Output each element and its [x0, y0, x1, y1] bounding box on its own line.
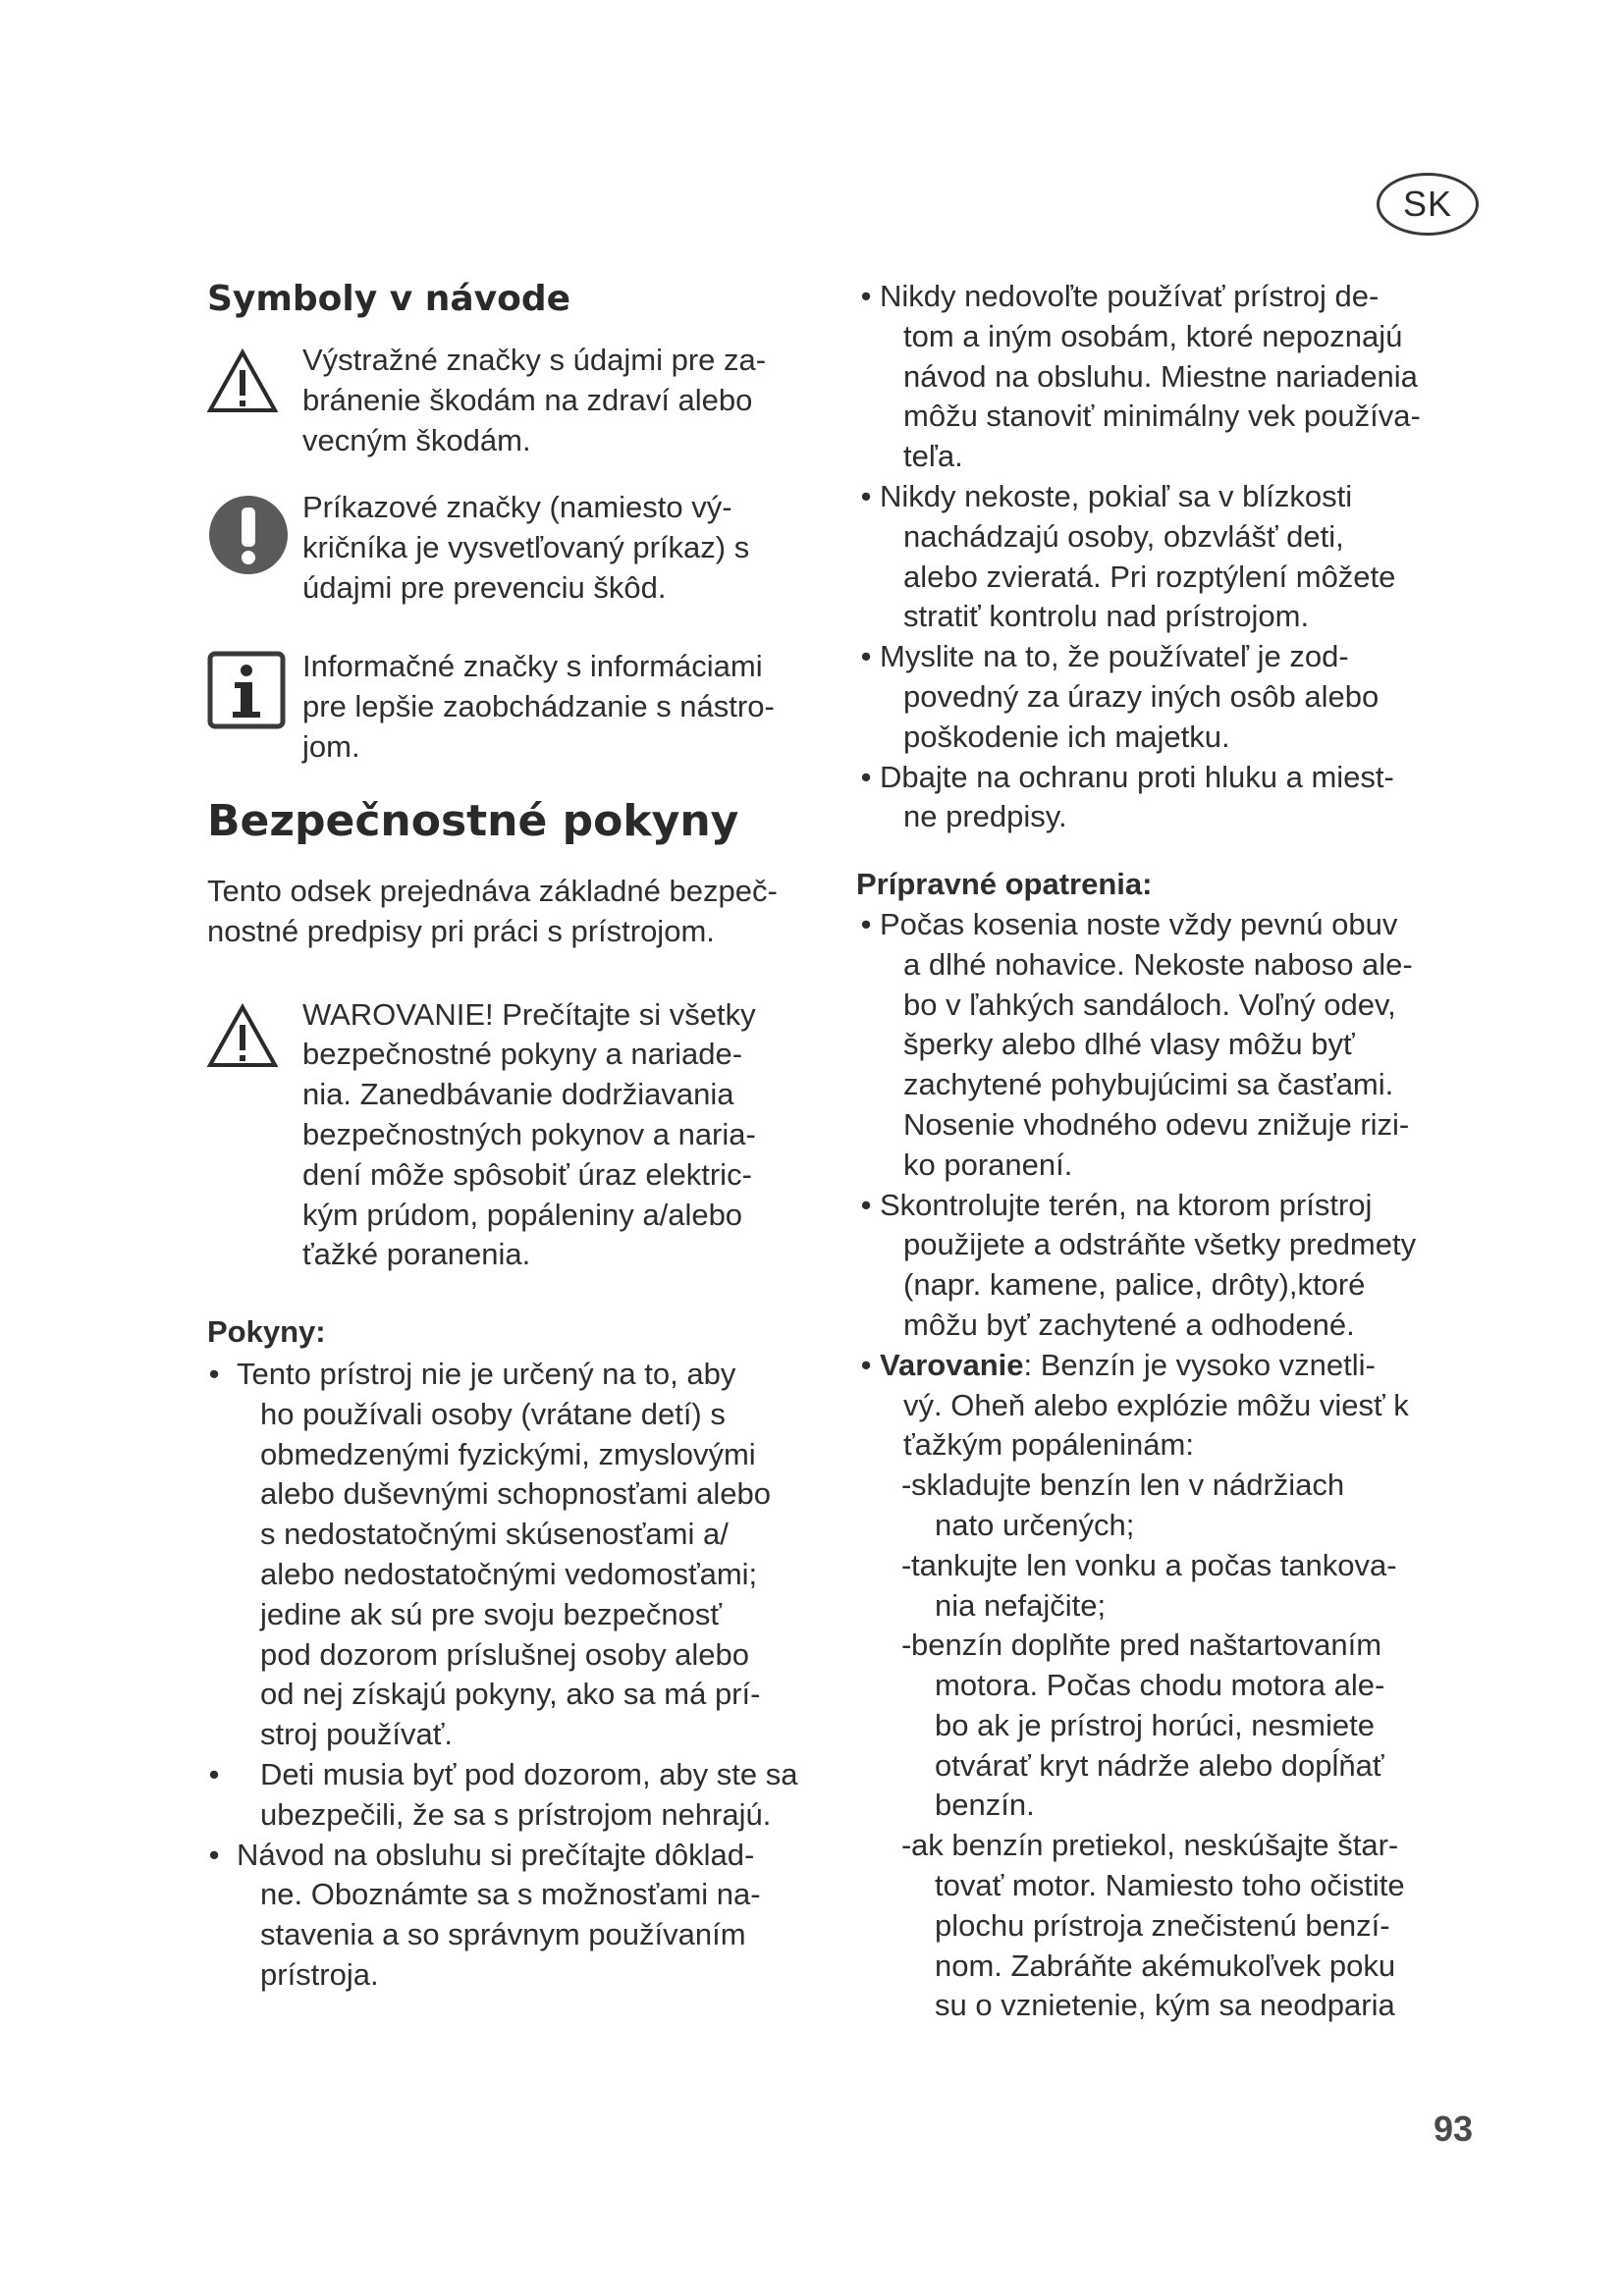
safety-intro: Tento odsek prejednáva základné bezpeč- nostné predpisy pri práci s prístrojom. [207, 874, 778, 948]
list-item: • Počas kosenia noste vždy pevnú obuv a dlhé nohavice. Nekoste naboso ale- bo v ľahkých sandáloch. Voľný odev, šperky alebo dlhé vlasy môžu byť zachytené pohybujúcimi sa časťami. Nosenie vhodného odevu znižuje rizi- ko poranení. [860, 906, 1413, 1182]
list-item: • Skontrolujte terén, na ktorom prístroj použijete a odstráňte všetky predmety (napr. kamene, palice, drôty),ktoré môžu byť zachytené a odhodené. [860, 1187, 1417, 1342]
list-item: - ak benzín pretiekol, neskúšajte štar- tovať motor. Namiesto toho očistite plochu prístroja znečistenú benzí- nom. Zabráňte akémukoľvek poku su o vznietenie, kým sa neodparia [901, 1828, 1405, 2023]
list-item: • Návod na obsluhu si prečítajte dôklad- ne. Oboznámte sa s možnosťami na- stavenia a so správnym používaním prístroja. [208, 1837, 761, 1992]
list-item: - benzín doplňte pred naštartovaním motora. Počas chodu motora ale- bo ak je prístroj horúci, nesmiete otvárať kryt nádrže alebo dopĺňať benzín. [901, 1628, 1385, 1823]
page-number: 93 [1434, 2109, 1474, 2149]
symbol-info-text: Informačné značky s informáciami pre lepšie zaobchádzanie s nástro- jom. [302, 649, 775, 764]
preparation-title: Prípravné opatrenia: [856, 867, 1153, 902]
safety-warning-row [207, 995, 836, 1276]
symbol-command-text: Príkazové značky (namiesto vý- kričníka je vysvetľovaný príkaz) s údajmi pre prevenciu škôd. [302, 490, 750, 605]
exclamation-circle-icon [207, 494, 290, 576]
symbol-info-row [207, 647, 836, 769]
preparation-list [856, 905, 1485, 1466]
general-rules-list [856, 277, 1485, 837]
list-item: • Dbajte na ochranu proti hluku a miest- ne predpisy. [860, 759, 1394, 834]
list-item: • Nikdy nekoste, pokiaľ sa v blízkosti nachádzajú osoby, obzvlášť deti, alebo zvieratá. Pri rozptýlení môžete stratiť kontrolu nad prístrojom. [860, 478, 1396, 634]
warning-label: Varovanie [880, 1347, 1024, 1382]
left-column [207, 275, 836, 1996]
symbols-title: Symboly v návode [207, 279, 571, 319]
fuel-handling-list [856, 1466, 1485, 2026]
language-badge: SK [1377, 173, 1479, 236]
safety-title: Bezpečnostné pokyny [207, 796, 739, 846]
list-item: - skladujte benzín len v nádržiach nato určených; [901, 1468, 1345, 1542]
info-box-icon [207, 651, 286, 729]
warning-triangle-icon [207, 348, 278, 413]
list-item: - tankujte len vonku a počas tankova- nia nefajčite; [901, 1547, 1397, 1623]
list-item: • Deti musia byť pod dozorom, aby ste sa ubezpečili, že sa s prístrojom nehrajú. [208, 1756, 798, 1832]
list-item: • Varovanie: Benzín je vysoko vznetli- vý. Oheň alebo explózie môžu viesť k ťažkým popáleninám: [860, 1347, 1409, 1463]
list-item: • Tento prístroj nie je určený na to, aby ho používali osoby (vrátane detí) s obmedzenými fyzickými, zmyslovými alebo duševnými schopnosťami alebo s nedostatočnými skúsenosťami a/ alebo nedostatočnými vedomosťami; jedine ak sú pre svoju bezpečnosť pod dozorom príslušnej osoby alebo od nej získajú pokyny, ako sa má prí- stroj používať. [208, 1356, 771, 1752]
warning-triangle-icon [207, 1003, 278, 1068]
instructions-list [207, 1355, 836, 1996]
warning-rest: : Benzín je vysoko vznetli- vý. Oheň alebo explózie môžu viesť k ťažkým popáleninám: [903, 1347, 1409, 1463]
right-column [856, 277, 1485, 2026]
list-item: • Nikdy nedovoľte používať prístroj de- tom a iným osobám, ktoré nepoznajú návod na obsluhu. Miestne nariadenia môžu stanoviť minimálny vek používa- teľa. [860, 279, 1421, 474]
list-item: • Myslite na to, že používateľ je zod- povedný za úrazy iných osôb alebo poškodenie ich majetku. [860, 639, 1380, 754]
symbol-command-row [207, 488, 836, 610]
instructions-title: Pokyny: [207, 1314, 326, 1350]
symbol-warning-row [207, 341, 836, 462]
safety-warning-text: WAROVANIE! Prečítajte si všetky bezpečnostné pokyny a nariade- nia. Zanedbávanie dodržiavania bezpečnostných pokynov a naria- dení môže spôsobiť úraz elektric- kým prúdom, popáleniny a/alebo ťažké poranenia. [302, 996, 756, 1272]
symbol-warning-text: Výstražné značky s údajmi pre za- bránenie škodám na zdraví alebo vecným škodám. [302, 343, 767, 457]
